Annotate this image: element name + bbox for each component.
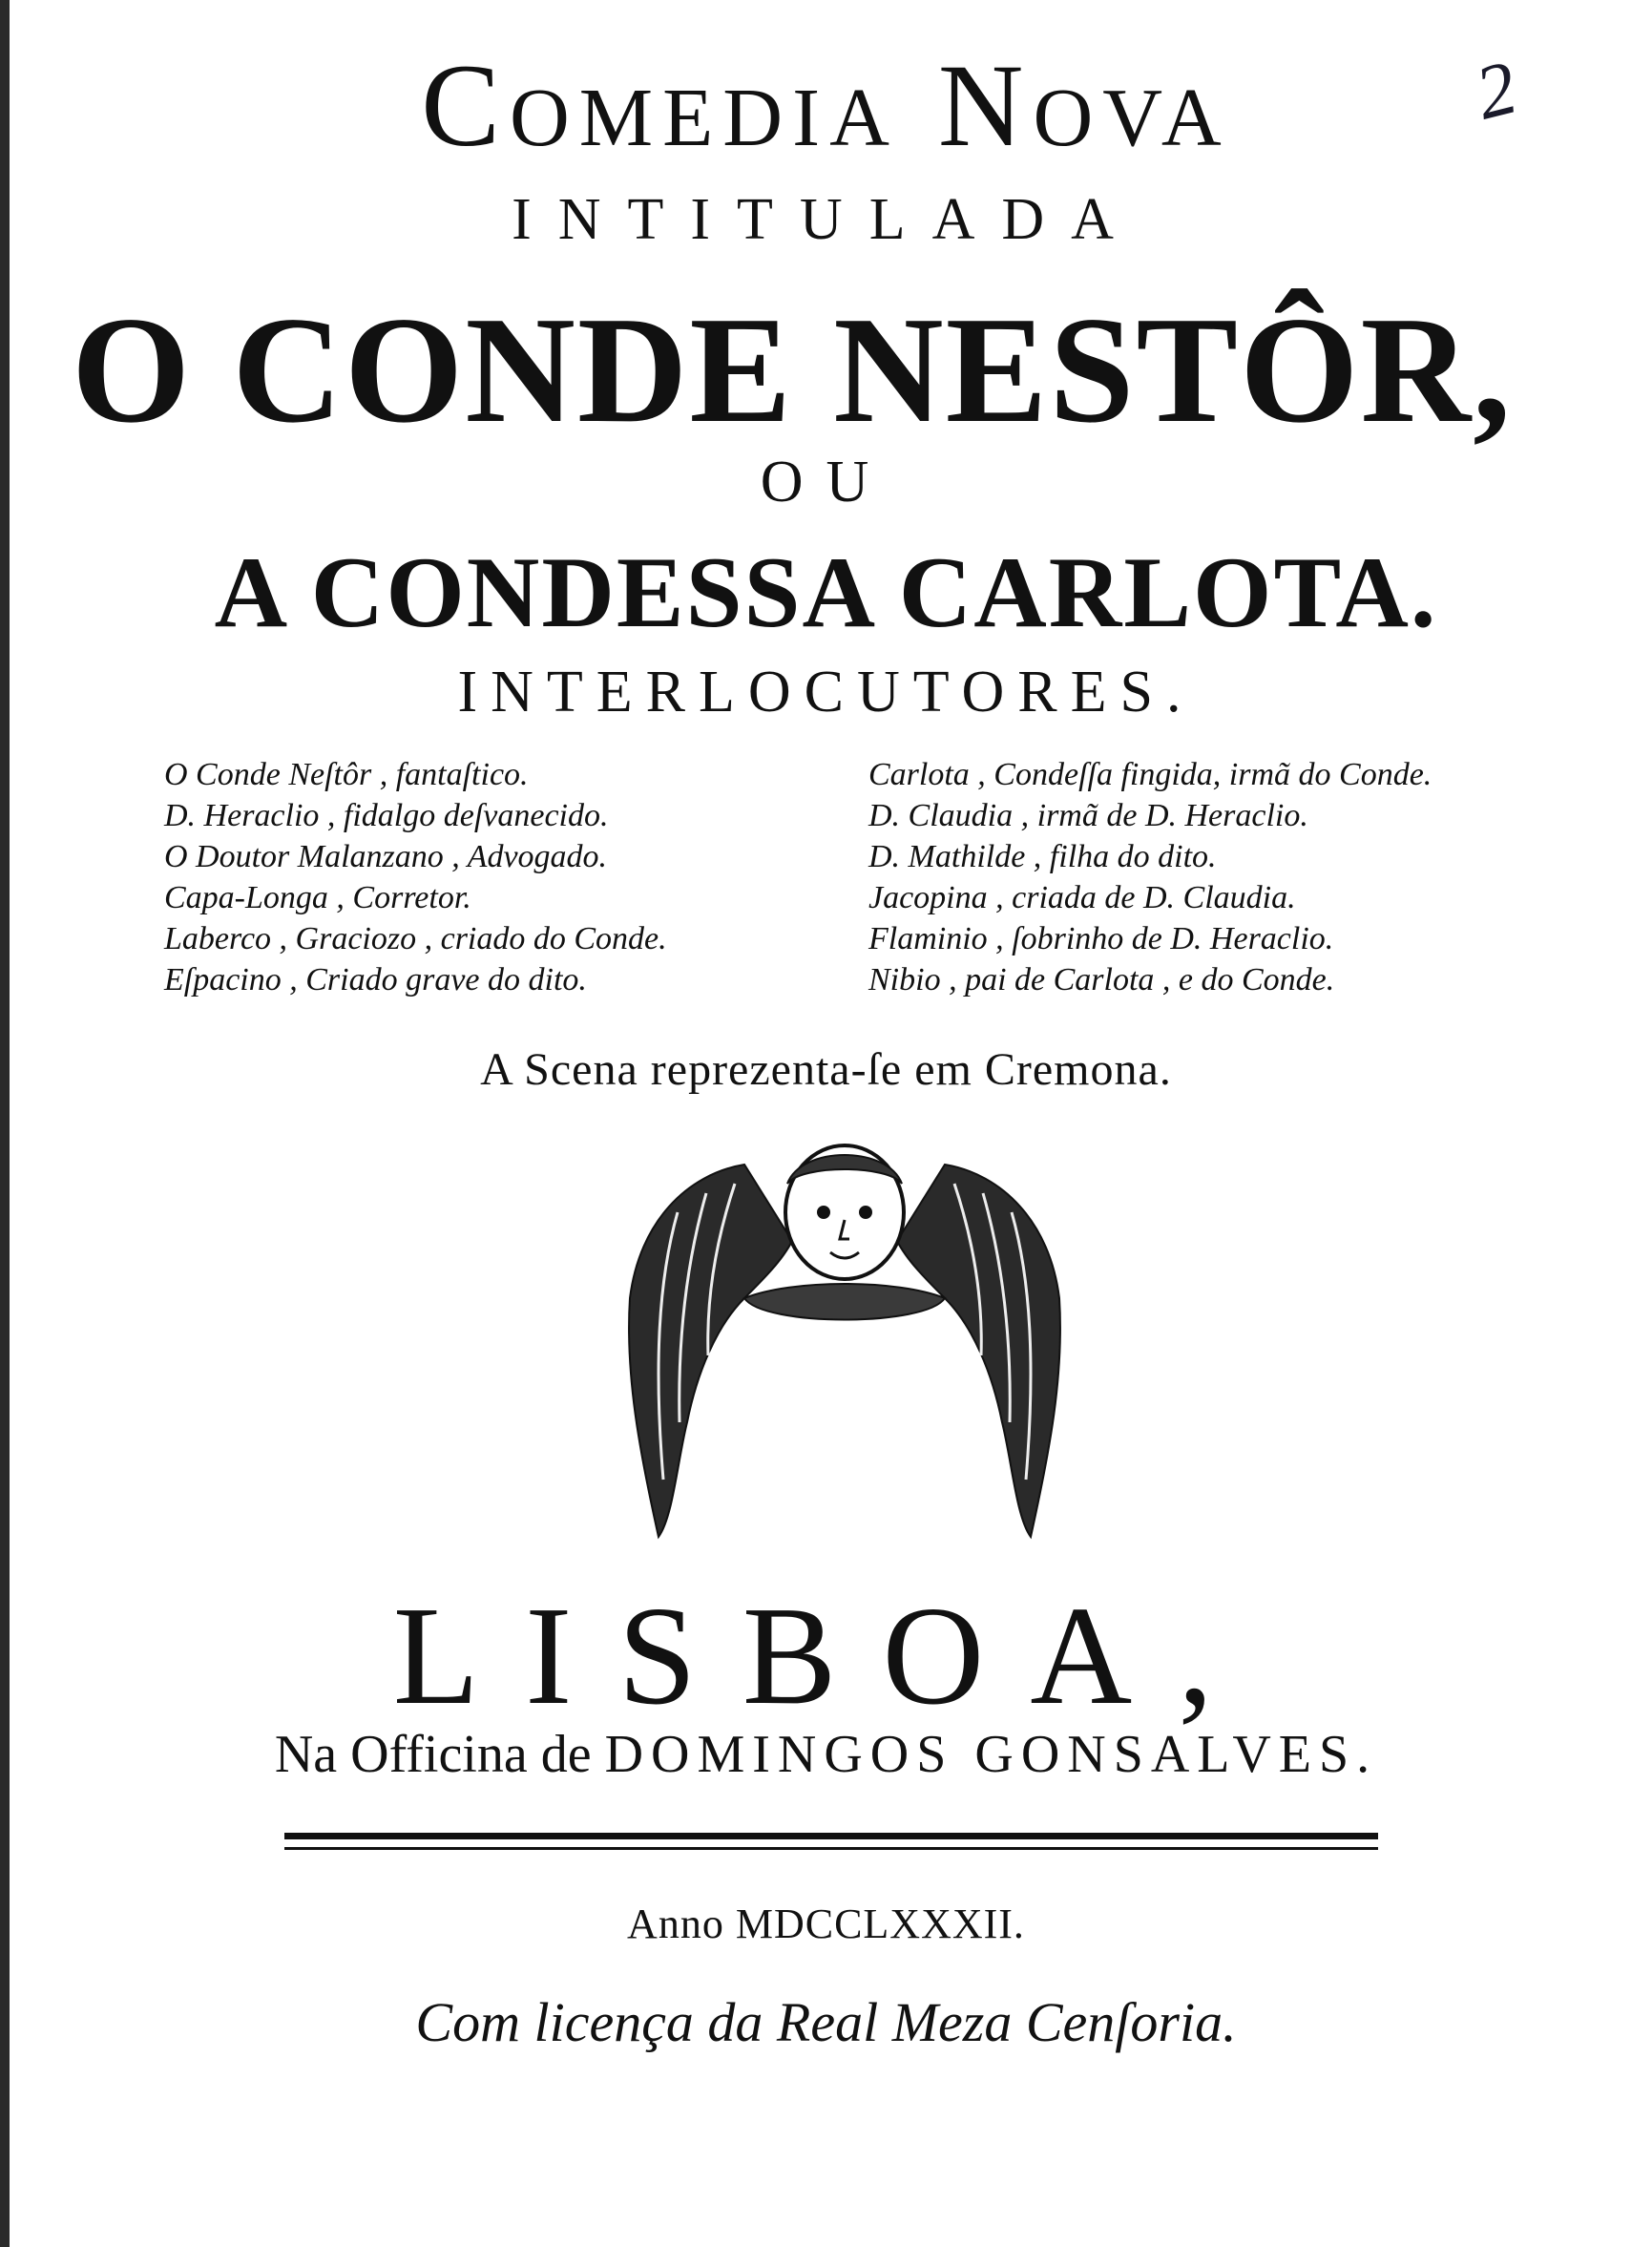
imprint-printer xyxy=(0,1724,1652,1785)
title-line-comedia-nova: Comedia Nova xyxy=(421,40,1231,171)
title-line-ou: OU xyxy=(760,450,892,514)
cast-entry: Jacopina , criada de D. Claudia. xyxy=(868,880,1296,915)
cast-entry: Laberco , Graciozo , criado do Conde. xyxy=(164,921,667,956)
winged-cherub-ornament xyxy=(620,1136,1069,1546)
cast-entry: Nibio , pai de Carlota , e do Conde. xyxy=(868,962,1335,998)
cast-heading: INTERLOCUTORES. xyxy=(457,660,1195,724)
printer-prefix: Na Officina de xyxy=(274,1725,592,1784)
cast-entry: Capa-Longa , Corretor. xyxy=(164,880,471,915)
double-rule-top xyxy=(284,1833,1378,1839)
title-line-intitulada: INTITULADA xyxy=(512,187,1140,252)
title-line-condessa-carlota: A CONDESSA CARLOTA. xyxy=(214,536,1438,648)
cast-list-left xyxy=(164,754,667,1000)
cast-entry: Eſpacino , Criado grave do dito. xyxy=(164,962,587,998)
cast-list-right xyxy=(868,754,1432,1000)
cast-entry: Flaminio , ſobrinho de D. Heraclio. xyxy=(868,921,1334,956)
imprint-licence: Com licença da Real Meza Cenſoria. xyxy=(415,1991,1237,2053)
imprint-city: LISBOA, xyxy=(392,1578,1260,1734)
cast-entry: D. Mathilde , filha do dito. xyxy=(868,839,1217,874)
cast-entry: O Conde Neſtôr , fantaſtico. xyxy=(164,757,529,792)
cast-entry: O Doutor Malanzano , Advogado. xyxy=(164,839,608,874)
imprint-year: Anno MDCCLXXXII. xyxy=(627,1900,1025,1947)
scene-location: A Scena reprezenta-ſe em Cremona. xyxy=(480,1044,1172,1095)
handwritten-page-number: 2 xyxy=(1467,45,1525,136)
cast-entry: Carlota , Condeſſa fingida, irmã do Conde. xyxy=(868,757,1432,792)
double-rule-bottom xyxy=(284,1847,1378,1850)
title-line-conde-nestor: O CONDE NESTÔR, xyxy=(71,284,1514,454)
cast-entry: D. Heraclio , fidalgo deſvanecido. xyxy=(164,798,609,833)
printer-name: DOMINGOS GONSALVES. xyxy=(604,1725,1378,1784)
cast-entry: D. Claudia , irmã de D. Heraclio. xyxy=(868,798,1308,833)
